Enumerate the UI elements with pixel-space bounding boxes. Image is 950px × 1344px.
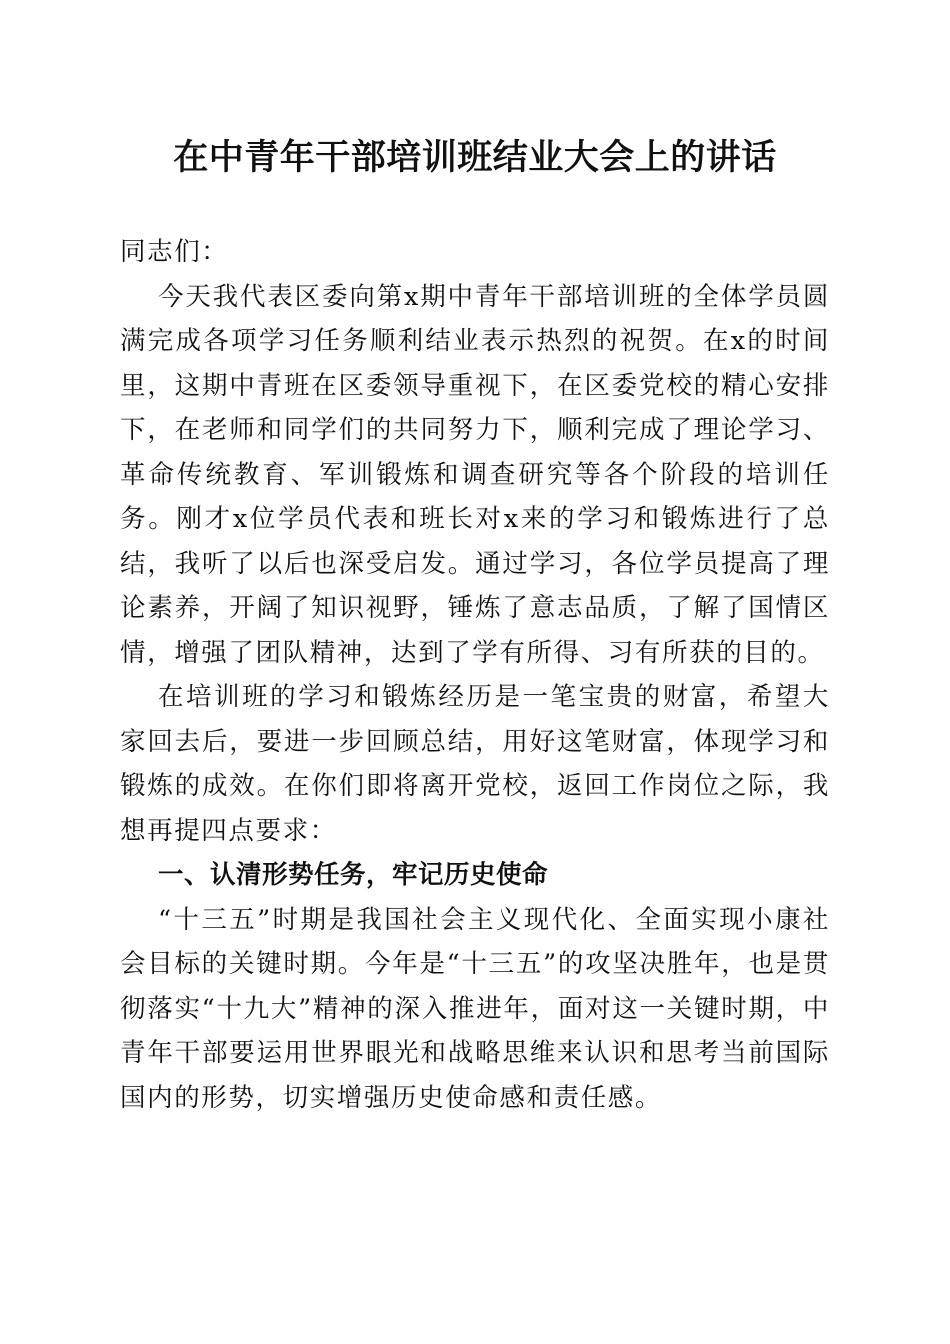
paragraph-requirements-intro: 在培训班的学习和锻炼经历是一笔宝贵的财富，希望大家回去后，要进一步回顾总结，用好这笔财富，体现学习和锻炼的成效。在你们即将离开党校，返回工作岗位之际，我想再提四点要求： [120,682,830,846]
section-heading-1: 一、认清形势任务，牢记历史使命 [158,860,549,890]
document-title: 在中青年干部培训班结业大会上的讲话 [173,137,777,178]
paragraph-section-1: “十三五”时期是我国社会主义现代化、全面实现小康社会目标的关键时期。今年是“十三五”的攻坚决胜年，也是贯彻落实“十九大”精神的深入推进年，面对这一关键时期，中青年干部要运用世界眼光和战略思维来认识和思考当前国际国内的形势，切实增强历史使命感和责任感。 [120,904,830,1113]
paragraph-congratulations: 今天我代表区委向第x期中青年干部培训班的全体学员圆满完成各项学习任务顺利结业表示热烈的祝贺。在x的时间里，这期中青班在区委领导重视下，在区委党校的精心安排下，在老师和同学们的共同努力下，顺利完成了理论学习、革命传统教育、军训锻炼和调查研究等各个阶段的培训任务。刚才x位学员代表和班长对x来的学习和锻炼进行了总结，我听了以后也深受启发。通过学习，各位学员提高了理论素养，开阔了知识视野，锤炼了意志品质，了解了国情区情，增强了团队精神，达到了学有所得、习有所获的目的。 [120,281,830,668]
document-body [120,230,830,1120]
salutation: 同志们： [120,237,229,267]
